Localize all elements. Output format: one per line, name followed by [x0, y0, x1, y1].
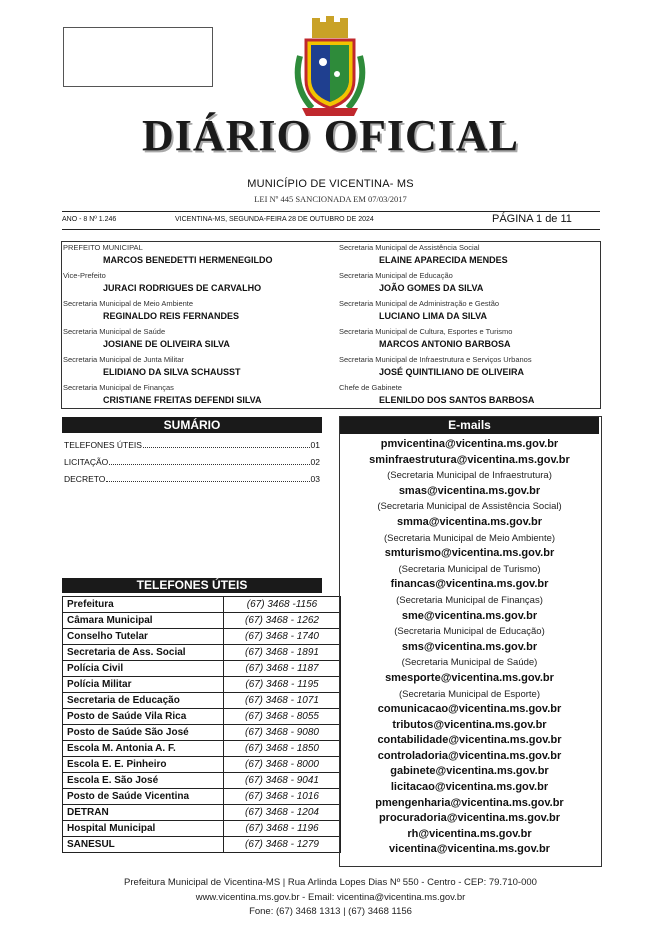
phone-number[interactable]: (67) 3468 - 1071 [224, 693, 341, 709]
table-row [63, 757, 341, 773]
phone-name: Polícia Civil [63, 661, 224, 677]
email-link[interactable]: vicentina@vicentina.ms.gov.br [389, 843, 550, 856]
staff-name: ELENILDO DOS SANTOS BARBOSA [379, 394, 535, 405]
phone-name: Posto de Saúde Vicentina [63, 789, 224, 805]
email-link[interactable]: contabilidade@vicentina.ms.gov.br [377, 734, 562, 747]
phone-number[interactable]: (67) 3468 - 1016 [224, 789, 341, 805]
leader-dots [109, 455, 309, 465]
sumario-item[interactable] [64, 455, 320, 469]
staff-entry [63, 327, 333, 355]
staff-entry [339, 327, 597, 355]
phone-name: Posto de Saúde Vila Rica [63, 709, 224, 725]
page-title: DIÁRIO OFICIAL [141, 111, 520, 160]
staff-name: MARCOS BENEDETTI HERMENEGILDO [103, 254, 273, 265]
staff-entry [339, 299, 597, 327]
email-link[interactable]: smesporte@vicentina.ms.gov.br [385, 671, 554, 684]
phone-number[interactable]: (67) 3468 - 1195 [224, 677, 341, 693]
email-department: (Secretaria Municipal de Esporte) [399, 688, 540, 700]
staff-role: Secretaria Municipal de Educação [339, 271, 453, 280]
law-reference: LEI Nº 445 SANCIONADA EM 07/03/2017 [254, 194, 407, 204]
footer-address: Prefeitura Municipal de Vicentina-MS | Rua Arlinda Lopes Dias Nº 550 - Centro - CEP: 79.710-000 [124, 877, 537, 888]
staff-role: Secretaria Municipal de Assistência Social [339, 243, 480, 252]
staff-entry [339, 355, 597, 383]
phone-name: Hospital Municipal [63, 821, 224, 837]
phone-number[interactable]: (67) 3468 - 8055 [224, 709, 341, 725]
phone-name: Secretaria de Ass. Social [63, 645, 224, 661]
municipality: MUNICÍPIO DE VICENTINA- MS [247, 178, 414, 190]
staff-name: REGINALDO REIS FERNANDES [103, 310, 240, 321]
staff-role: Secretaria Municipal de Finanças [63, 383, 174, 392]
staff-entry [63, 355, 333, 383]
staff-column-right [339, 243, 597, 411]
phone-number[interactable]: (67) 3468 - 1187 [224, 661, 341, 677]
email-link[interactable]: pmvicentina@vicentina.ms.gov.br [380, 438, 559, 450]
table-row [63, 677, 341, 693]
staff-column-left [63, 243, 333, 411]
telefones-title: TELEFONES ÚTEIS [62, 578, 322, 593]
table-row [63, 821, 341, 837]
staff-role: Vice-Prefeito [63, 271, 106, 280]
sumario-page: 03 [310, 474, 320, 484]
table-row [63, 693, 341, 709]
staff-role: Secretaria Municipal de Meio Ambiente [63, 299, 194, 308]
staff-role: Chefe de Gabinete [339, 383, 402, 392]
staff-role: PREFEITO MUNICIPAL [63, 243, 143, 252]
emails-title: E-mails [340, 417, 599, 434]
email-link[interactable]: comunicacao@vicentina.ms.gov.br [377, 703, 562, 716]
phone-number[interactable]: (67) 3468 - 9041 [224, 773, 341, 789]
phone-number[interactable]: (67) 3468 -1156 [224, 597, 341, 613]
email-department: (Secretaria Municipal de Saúde) [401, 657, 538, 669]
email-link[interactable]: smma@vicentina.ms.gov.br [396, 515, 542, 528]
leader-dots [143, 438, 310, 448]
staff-entry [339, 243, 597, 271]
footer-website: www.vicentina.ms.gov.br - Email: vicentina@vicentina.ms.gov.br [195, 892, 466, 903]
email-link[interactable]: tributos@vicentina.ms.gov.br [392, 718, 547, 731]
sumario-item[interactable] [64, 438, 320, 452]
telefones-table [62, 596, 341, 853]
divider-top [62, 211, 600, 212]
staff-entry [339, 383, 597, 411]
email-department: (Secretaria Municipal de Educação) [394, 626, 545, 638]
staff-entry [63, 383, 333, 411]
staff-role: Secretaria Municipal de Administração e Gestão [339, 299, 500, 308]
dateline: VICENTINA-MS, SEGUNDA-FEIRA 28 DE OUTUBRO DE 2024 [175, 216, 374, 223]
phone-name: Secretaria de Educação [63, 693, 224, 709]
table-row [63, 709, 341, 725]
table-row [63, 613, 341, 629]
table-row [63, 789, 341, 805]
staff-role: Secretaria Municipal de Saúde [63, 327, 166, 336]
phone-name: DETRAN [63, 805, 224, 821]
staff-name: JOSÉ QUINTILIANO DE OLIVEIRA [379, 366, 525, 377]
coat-of-arms-icon [290, 16, 370, 122]
staff-name: MARCOS ANTONIO BARBOSA [379, 338, 511, 349]
edition-number: ANO - 8 Nº 1.246 [62, 216, 117, 223]
sumario-label: LICITAÇÃO [64, 457, 109, 467]
table-row [63, 773, 341, 789]
staff-role: Secretaria Municipal de Infraestrutura e Serviços Urbanos [339, 355, 532, 364]
staff-name: LUCIANO LIMA DA SILVA [379, 310, 487, 321]
leader-dots [106, 472, 309, 482]
phone-name: Conselho Tutelar [63, 629, 224, 645]
staff-entry [339, 271, 597, 299]
phone-number[interactable]: (67) 3468 - 9080 [224, 725, 341, 741]
sumario-label: DECRETO [64, 474, 106, 484]
phone-number[interactable]: (67) 3468 - 1262 [224, 613, 341, 629]
email-link[interactable]: smas@vicentina.ms.gov.br [398, 484, 541, 497]
email-department: (Secretaria Municipal de Infraestrutura) [387, 470, 552, 482]
email-link[interactable]: licitacao@vicentina.ms.gov.br [390, 781, 549, 794]
stamp-box [63, 27, 213, 87]
sumario-title: SUMÁRIO [62, 417, 322, 433]
phone-name: Câmara Municipal [63, 613, 224, 629]
email-link[interactable]: financas@vicentina.ms.gov.br [390, 578, 549, 591]
staff-name: ELAINE APARECIDA MENDES [379, 254, 508, 265]
sumario-item[interactable] [64, 472, 320, 486]
email-link[interactable]: sms@vicentina.ms.gov.br [401, 640, 538, 653]
email-link[interactable]: sme@vicentina.ms.gov.br [401, 609, 538, 622]
staff-name: JOÃO GOMES DA SILVA [379, 282, 484, 293]
staff-entry [63, 271, 333, 299]
phone-name: Escola E. São José [63, 773, 224, 789]
email-link[interactable]: sminfraestrutura@vicentina.ms.gov.br [369, 453, 570, 466]
staff-entry [63, 243, 333, 271]
emails-list [340, 437, 599, 858]
table-row [63, 725, 341, 741]
table-row [63, 805, 341, 821]
phone-name: SANESUL [63, 837, 224, 853]
staff-role: Secretaria Municipal de Cultura, Esportes e Turismo [339, 327, 513, 336]
email-department: (Secretaria Municipal de Meio Ambiente) [383, 532, 556, 544]
phone-number[interactable]: (67) 3468 - 1204 [224, 805, 341, 821]
table-row [63, 629, 341, 645]
staff-name: ELIDIANO DA SILVA SCHAUSST [103, 366, 241, 377]
phone-number[interactable]: (67) 3468 - 8000 [224, 757, 341, 773]
table-row [63, 837, 341, 853]
sumario-page: 02 [310, 457, 320, 467]
phone-number[interactable]: (67) 3468 - 1891 [224, 645, 341, 661]
email-link[interactable]: controladoria@vicentina.ms.gov.br [377, 749, 562, 762]
phone-name: Prefeitura [63, 597, 224, 613]
page-number: PÁGINA 1 de 11 [492, 213, 572, 225]
sumario-page: 01 [310, 440, 320, 450]
phone-name: Escola M. Antonia A. F. [63, 741, 224, 757]
phone-number[interactable]: (67) 3468 - 1740 [224, 629, 341, 645]
email-link[interactable]: smturismo@vicentina.ms.gov.br [384, 547, 555, 560]
phone-name: Escola E. E. Pinheiro [63, 757, 224, 773]
email-link[interactable]: procuradoria@vicentina.ms.gov.br [378, 812, 561, 825]
phone-number[interactable]: (67) 3468 - 1850 [224, 741, 341, 757]
staff-entry [63, 299, 333, 327]
email-link[interactable]: pmengenharia@vicentina.ms.gov.br [375, 796, 564, 809]
email-department: (Secretaria Municipal de Assistência Social) [377, 501, 562, 513]
phone-name: Polícia Militar [63, 677, 224, 693]
staff-name: CRISTIANE FREITAS DEFENDI SILVA [103, 394, 262, 405]
email-department: (Secretaria Municipal de Turismo) [398, 563, 541, 575]
table-row [63, 597, 341, 613]
phone-number[interactable]: (67) 3468 - 1279 [224, 837, 341, 853]
email-link[interactable]: rh@vicentina.ms.gov.br [407, 827, 532, 840]
staff-role: Secretaria Municipal de Junta Militar [63, 355, 184, 364]
sumario-label: TELEFONES ÚTEIS [64, 440, 142, 450]
table-row [63, 741, 341, 757]
footer-phones: Fone: (67) 3468 1313 | (67) 3468 1156 [249, 906, 412, 917]
divider-bottom [62, 229, 600, 230]
phone-name: Posto de Saúde São José [63, 725, 224, 741]
phone-number[interactable]: (67) 3468 - 1196 [224, 821, 341, 837]
email-link[interactable]: gabinete@vicentina.ms.gov.br [390, 765, 549, 778]
email-department: (Secretaria Municipal de Finanças) [396, 594, 543, 606]
table-row [63, 661, 341, 677]
staff-name: JURACI RODRIGUES DE CARVALHO [103, 282, 262, 293]
sumario-list [64, 438, 320, 486]
table-row [63, 645, 341, 661]
staff-name: JOSIANE DE OLIVEIRA SILVA [103, 338, 230, 349]
